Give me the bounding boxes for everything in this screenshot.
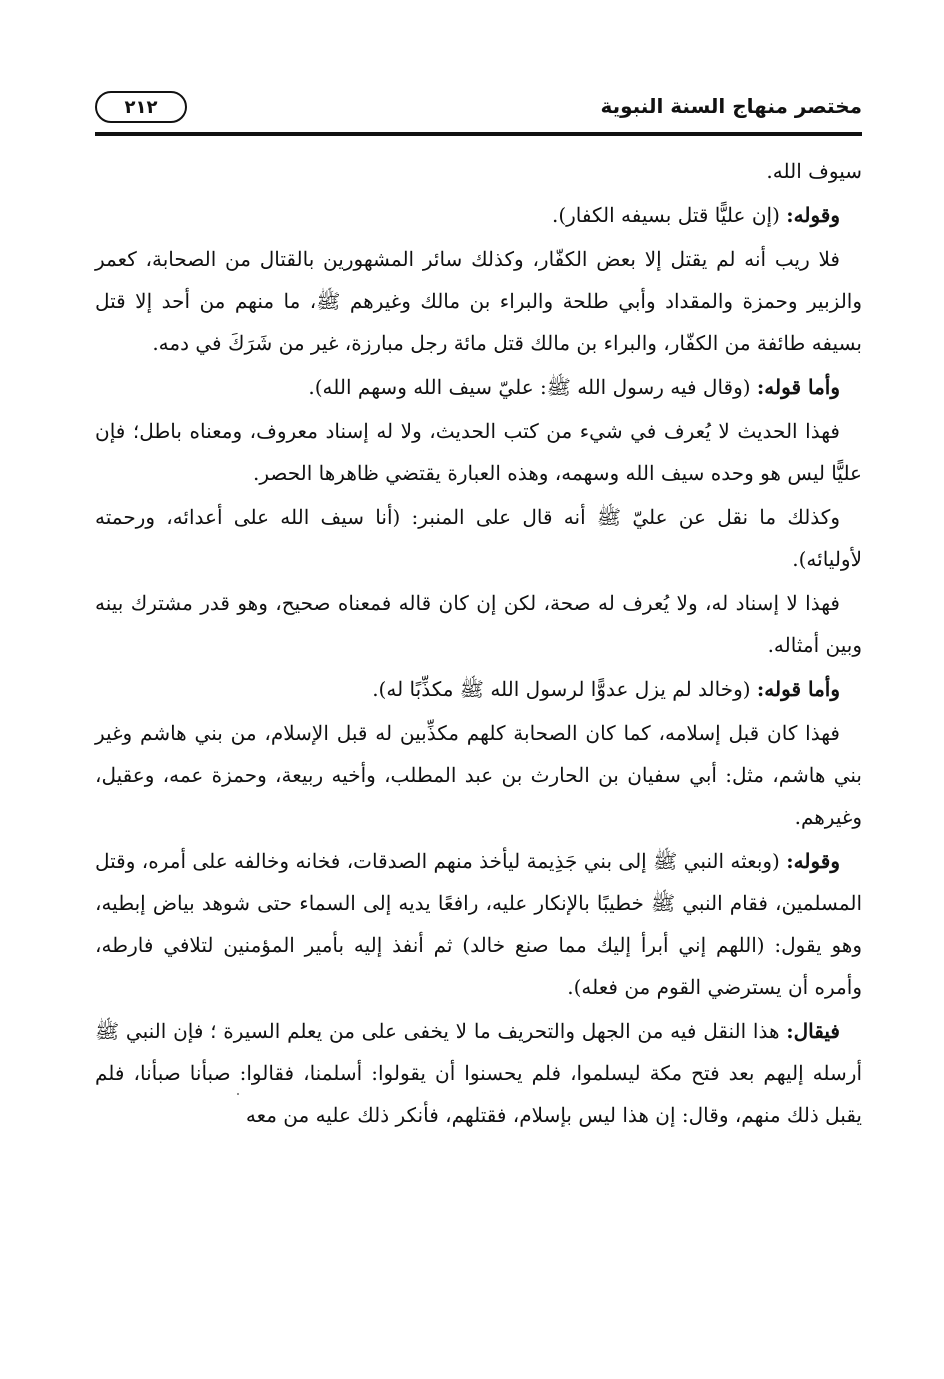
paragraph: [95, 194, 862, 236]
paragraph: [95, 496, 862, 580]
paragraph-lead: وأما قوله:: [756, 677, 840, 701]
page-number: ٢١٢: [124, 96, 158, 118]
running-title: مختصر منهاج السنة النبوية: [600, 94, 862, 118]
paragraph-lead: وقوله:: [786, 203, 840, 227]
paragraph-text: هذا النقل فيه من الجهل والتحريف ما لا يخفى على من يعلم السيرة ؛ فإن النبي ﷺ أرسله إليهم بعد فتح مكة ليسلموا، فلم يحسنوا أن يقولوا: أسلمنا، فقالوا: صبأنا صبأنا، فلم يقبل ذلك منهم، وقال: إن هذا ليس بإسلام، فقتلهم، فأنكر ذلك عليه من معه: [95, 1019, 862, 1127]
paragraph: [95, 712, 862, 838]
paragraph-text: فهذا لا إسناد له، ولا يُعرف له صحة، لكن إن كان قاله فمعناه صحيح، وهو قدر مشترك بينه وبين أمثاله.: [95, 591, 862, 657]
header-divider: [95, 132, 862, 136]
paragraph: [95, 668, 862, 710]
paragraph: [95, 1010, 862, 1136]
body-text: [95, 150, 862, 1138]
paragraph-text: وكذلك ما نقل عن عليّ ﷺ أنه قال على المنبر: (أنا سيف الله على أعدائه، ورحمته لأوليائه).: [95, 505, 862, 571]
page-number-badge: [95, 91, 187, 123]
paragraph: [95, 410, 862, 494]
paragraph-lead: وقوله:: [786, 849, 840, 873]
paragraph-lead: فيقال:: [786, 1019, 840, 1043]
paragraph-text: فهذا الحديث لا يُعرف في شيء من كتب الحديث، ولا له إسناد معروف، ومعناه باطل؛ فإن عليًّا ليس هو وحده سيف الله وسهمه، وهذه العبارة يقتضي ظاهرها الحصر.: [95, 419, 862, 485]
paragraph-text: (إن عليًّا قتل بسيفه الكفار).: [551, 203, 787, 227]
paragraph-text: فلا ريب أنه لم يقتل إلا بعض الكفّار، وكذلك سائر المشهورين بالقتال من الصحابة، كعمر والزبير وحمزة والمقداد وأبي طلحة والبراء بن مالك وغيرهم ﷺ، ما منهم من أحد إلا قتل بسيفه طائفة من الكفّار، والبراء بن مالك قتل مائة رجل مبارزة، غير من شَرَكَ في دمه.: [95, 247, 862, 355]
paragraph-text: (وخالد لم يزل عدوًّا لرسول الله ﷺ مكذِّبًا له).: [372, 677, 757, 701]
scan-speck: [237, 1093, 239, 1095]
page-header: [95, 86, 862, 140]
paragraph: [95, 582, 862, 666]
paragraph-text: سيوف الله.: [766, 159, 862, 183]
paragraph-text: (وقال فيه رسول الله ﷺ: عليّ سيف الله وسهم الله).: [308, 375, 757, 399]
paragraph-text: (وبعثه النبي ﷺ إلى بني جَذِيمة ليأخذ منهم الصدقات، فخانه وخالفه على أمره، وقتل المسلمين، فقام النبي ﷺ خطيبًا بالإنكار عليه، رافعًا يديه إلى السماء حتى شوهد بياض إبطيه، وهو يقول: (اللهم إني أبرأ إليك مما صنع خالد) ثم أنفذ إليه بأمير المؤمنين لتلافي فارطه، وأمره أن يسترضي القوم من فعله).: [95, 849, 862, 999]
paragraph: [95, 238, 862, 364]
paragraph: [95, 366, 862, 408]
paragraph: [95, 150, 862, 192]
paragraph-lead: وأما قوله:: [756, 375, 840, 399]
paragraph: [95, 840, 862, 1008]
paragraph-text: فهذا كان قبل إسلامه، كما كان الصحابة كلهم مكذِّبين له قبل الإسلام، من بني هاشم وغير بني هاشم، مثل: أبي سفيان بن الحارث بن عبد المطلب، وأخيه ربيعة، وحمزة عمه، وعقيل، وغيرهم.: [95, 721, 862, 829]
